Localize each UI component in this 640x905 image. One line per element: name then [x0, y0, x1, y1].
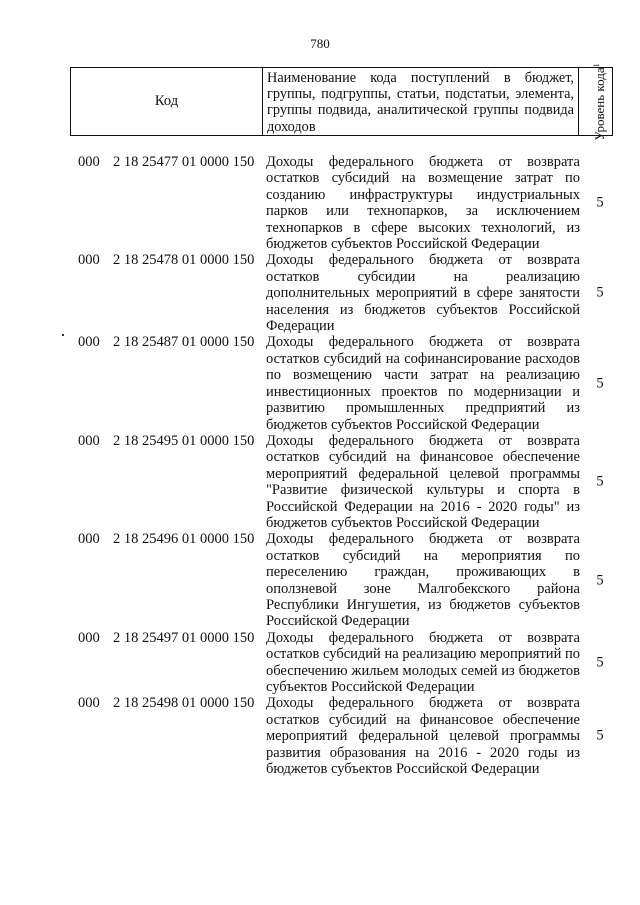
table-row	[0, 531, 640, 629]
admin-code: 000	[78, 629, 100, 646]
revenue-code: 2 18 25478 01 0000 150	[113, 252, 255, 269]
revenue-code: 2 18 25496 01 0000 150	[113, 531, 255, 548]
admin-code: 000	[78, 334, 100, 351]
table-row	[0, 154, 640, 252]
admin-code: 000	[78, 432, 100, 449]
table-row	[0, 433, 640, 531]
revenue-name: Доходы федерального бюджета от возврата остатков субсидий на возмещение затрат по созданию инфраструктуры индустриальных парков или технопарков, за исключением технопарков в сфере высоких технологий, из бюджетов субъектов Российской Федерации	[266, 154, 580, 253]
code-level: 5	[596, 727, 604, 744]
revenue-name: Доходы федерального бюджета от возврата остатков субсидий на финансовое обеспечение мероприятий федеральной целевой программы развития образования на 2016 - 2020 годы из бюджетов субъектов Российской Федерации	[266, 695, 580, 778]
code-level: 5	[596, 375, 604, 392]
revenue-code: 2 18 25477 01 0000 150	[113, 154, 255, 170]
page-number: 780	[310, 36, 330, 51]
revenue-code: 2 18 25497 01 0000 150	[113, 629, 255, 646]
revenue-name: Доходы федерального бюджета от возврата остатков субсидий на мероприятия по переселению граждан, проживающих в оползневой зоне Малгобекского района Республики Ингушетия, из бюджетов субъектов Российской Федерации	[266, 531, 580, 630]
revenue-code: 2 18 25487 01 0000 150	[113, 334, 255, 351]
table-row	[0, 252, 640, 334]
header-name-column: Наименование кода поступлений в бюджет, группы, подгруппы, статьи, подстатьи, элемента, группы подвида, аналитической группы подвида доходов	[262, 68, 579, 135]
revenue-code: 2 18 25495 01 0000 150	[113, 432, 255, 449]
revenue-code: 2 18 25498 01 0000 150	[113, 695, 255, 712]
header-level-text: Уровень кода	[592, 66, 608, 141]
admin-code: 000	[78, 252, 100, 269]
admin-code: 000	[78, 154, 100, 170]
table-body	[0, 154, 640, 777]
table-row	[0, 630, 640, 696]
table-header	[70, 62, 613, 141]
header-code-column: Код	[154, 93, 179, 109]
admin-code: 000	[78, 531, 100, 548]
code-level: 5	[596, 572, 604, 589]
revenue-name: Доходы федерального бюджета от возврата остатков субсидий на софинансирование расходов по возмещению части затрат на реализацию инвестиционных проектов по модернизации и развитию промышленных предприятий из бюджетов субъектов Российской Федерации	[266, 334, 580, 433]
admin-code: 000	[78, 695, 100, 712]
header-level-label	[590, 63, 606, 140]
code-level: 5	[596, 194, 604, 211]
revenue-name: Доходы федерального бюджета от возврата остатков субсидий на реализацию мероприятий по обеспечению жильем молодых семей из бюджетов субъектов Российской Федерации	[266, 629, 580, 695]
revenue-name: Доходы федерального бюджета от возврата остатков субсидии на реализацию дополнительных мероприятий в сфере занятости населения из бюджетов субъектов Российской Федерации	[266, 252, 580, 335]
code-level: 5	[596, 284, 604, 301]
header-level-column	[583, 62, 613, 141]
table-row	[0, 695, 640, 777]
code-level: 5	[596, 654, 604, 671]
header-level-footnote: 1	[591, 62, 601, 67]
table-row	[0, 334, 640, 432]
code-level: 5	[596, 473, 604, 490]
revenue-name: Доходы федерального бюджета от возврата остатков субсидий на финансовое обеспечение мероприятий федеральной целевой программы "Развитие физической культуры и спорта в Российской Федерации на 2016 - 2020 годы" из бюджетов субъектов Российской Федерации	[266, 432, 580, 531]
